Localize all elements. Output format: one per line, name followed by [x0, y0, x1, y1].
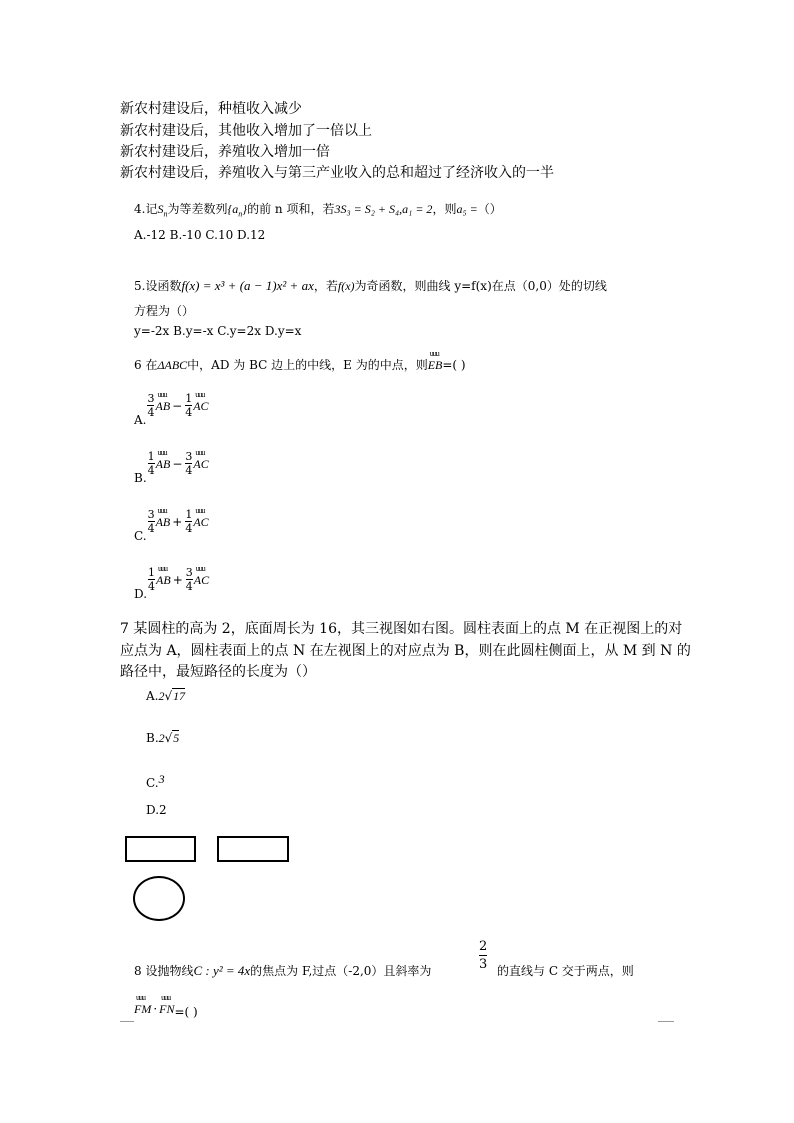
statement-2: 新农村建设后，其他收入增加了一倍以上 — [120, 123, 372, 139]
question-7-line2: 应点为 A，圆柱表面上的点 N 在左视图上的对应点为 B，则在此圆柱侧面上，从 M 到 N 的 — [120, 643, 691, 659]
question-8-stem: 8 设抛物线C : y² = 4x的焦点为 F,过点（-2,0）且斜率为 — [134, 963, 432, 978]
question-5-options: y=-2x B.y=-x C.y=2x D.y=x — [134, 324, 302, 338]
question-8-rest: 的直线与 C 交于两点，则 — [497, 964, 634, 978]
slope-fraction: $\frac{2}{3}$ — [479, 939, 488, 972]
question-4-options: A.-12 B.-10 C.10 D.12 — [134, 228, 266, 242]
question-6-option-a: $_{A.}$ $\frac{3}{4}$ uuu AB − $\frac{1}{4}$ uuu AC — [134, 390, 209, 427]
question-7-option-c: C.3 — [146, 772, 165, 790]
question-7-line3: 路径中，最短路径的长度为（） — [120, 664, 316, 680]
statement-4: 新农村建设后，养殖收入与第三产业收入的总和超过了经济收入的一半 — [120, 165, 554, 181]
question-4-stem: 4.记$S_n$为等差数列$\{a_n\}$的前 n 项和，若3S₃ = S₂ + S₄,a₁ = 2，则a₅ =（） — [134, 202, 502, 219]
statement-1: 新农村建设后，种植收入减少 — [120, 101, 302, 117]
question-6-option-c: $_{C.}$ $\frac{3}{4}$ uuu AB + $\frac{1}{4}$ uuu AC — [134, 506, 209, 543]
question-6-option-b: $_{B.}$ $\frac{1}{4}$ uuu AB − $\frac{3}{4}$ uuu AC — [134, 448, 209, 485]
side-view-rectangle — [217, 836, 289, 862]
question-6-stem: 6 在ΔABC中，AD 为 BC 边上的中线，E 为的中点，则 uuu EB=( ) — [134, 349, 466, 372]
statement-3: 新农村建设后，养殖收入增加一倍 — [120, 144, 330, 160]
top-view-circle — [133, 876, 185, 921]
front-view-rectangle — [125, 836, 196, 862]
footer-rule-left — [120, 1021, 134, 1022]
question-7-option-a: A.2√17 — [146, 689, 186, 703]
vector-eb: uuu EB — [427, 349, 443, 372]
question-7-option-b: B.2√5 — [146, 731, 180, 745]
question-7-line1: 7 某圆柱的高为 2，底面周长为 16，其三视图如右图。圆柱表面上的点 M 在正视图上的对 — [120, 621, 683, 637]
question-5-stem: 5.设函数f(x) = x³ + (a − 1)x² + ax，若f(x)为奇函数，则曲线 y=f(x)在点（0,0）处的切线 — [134, 278, 607, 293]
question-5-line2: 方程为（） — [134, 304, 195, 318]
question-6-option-d: $_{D.}$ $\frac{1}{4}$ uuu AB + $\frac{3}{4}$ uuu AC — [134, 564, 210, 601]
vector-fm: uuu FM — [134, 993, 152, 1016]
footer-rule-right — [658, 1021, 674, 1022]
question-8-expression: uuu FM · uuu FN=( ) — [134, 993, 198, 1019]
vector-fn: uuu FN — [159, 993, 175, 1016]
question-7-option-d: D.2 — [146, 803, 167, 817]
